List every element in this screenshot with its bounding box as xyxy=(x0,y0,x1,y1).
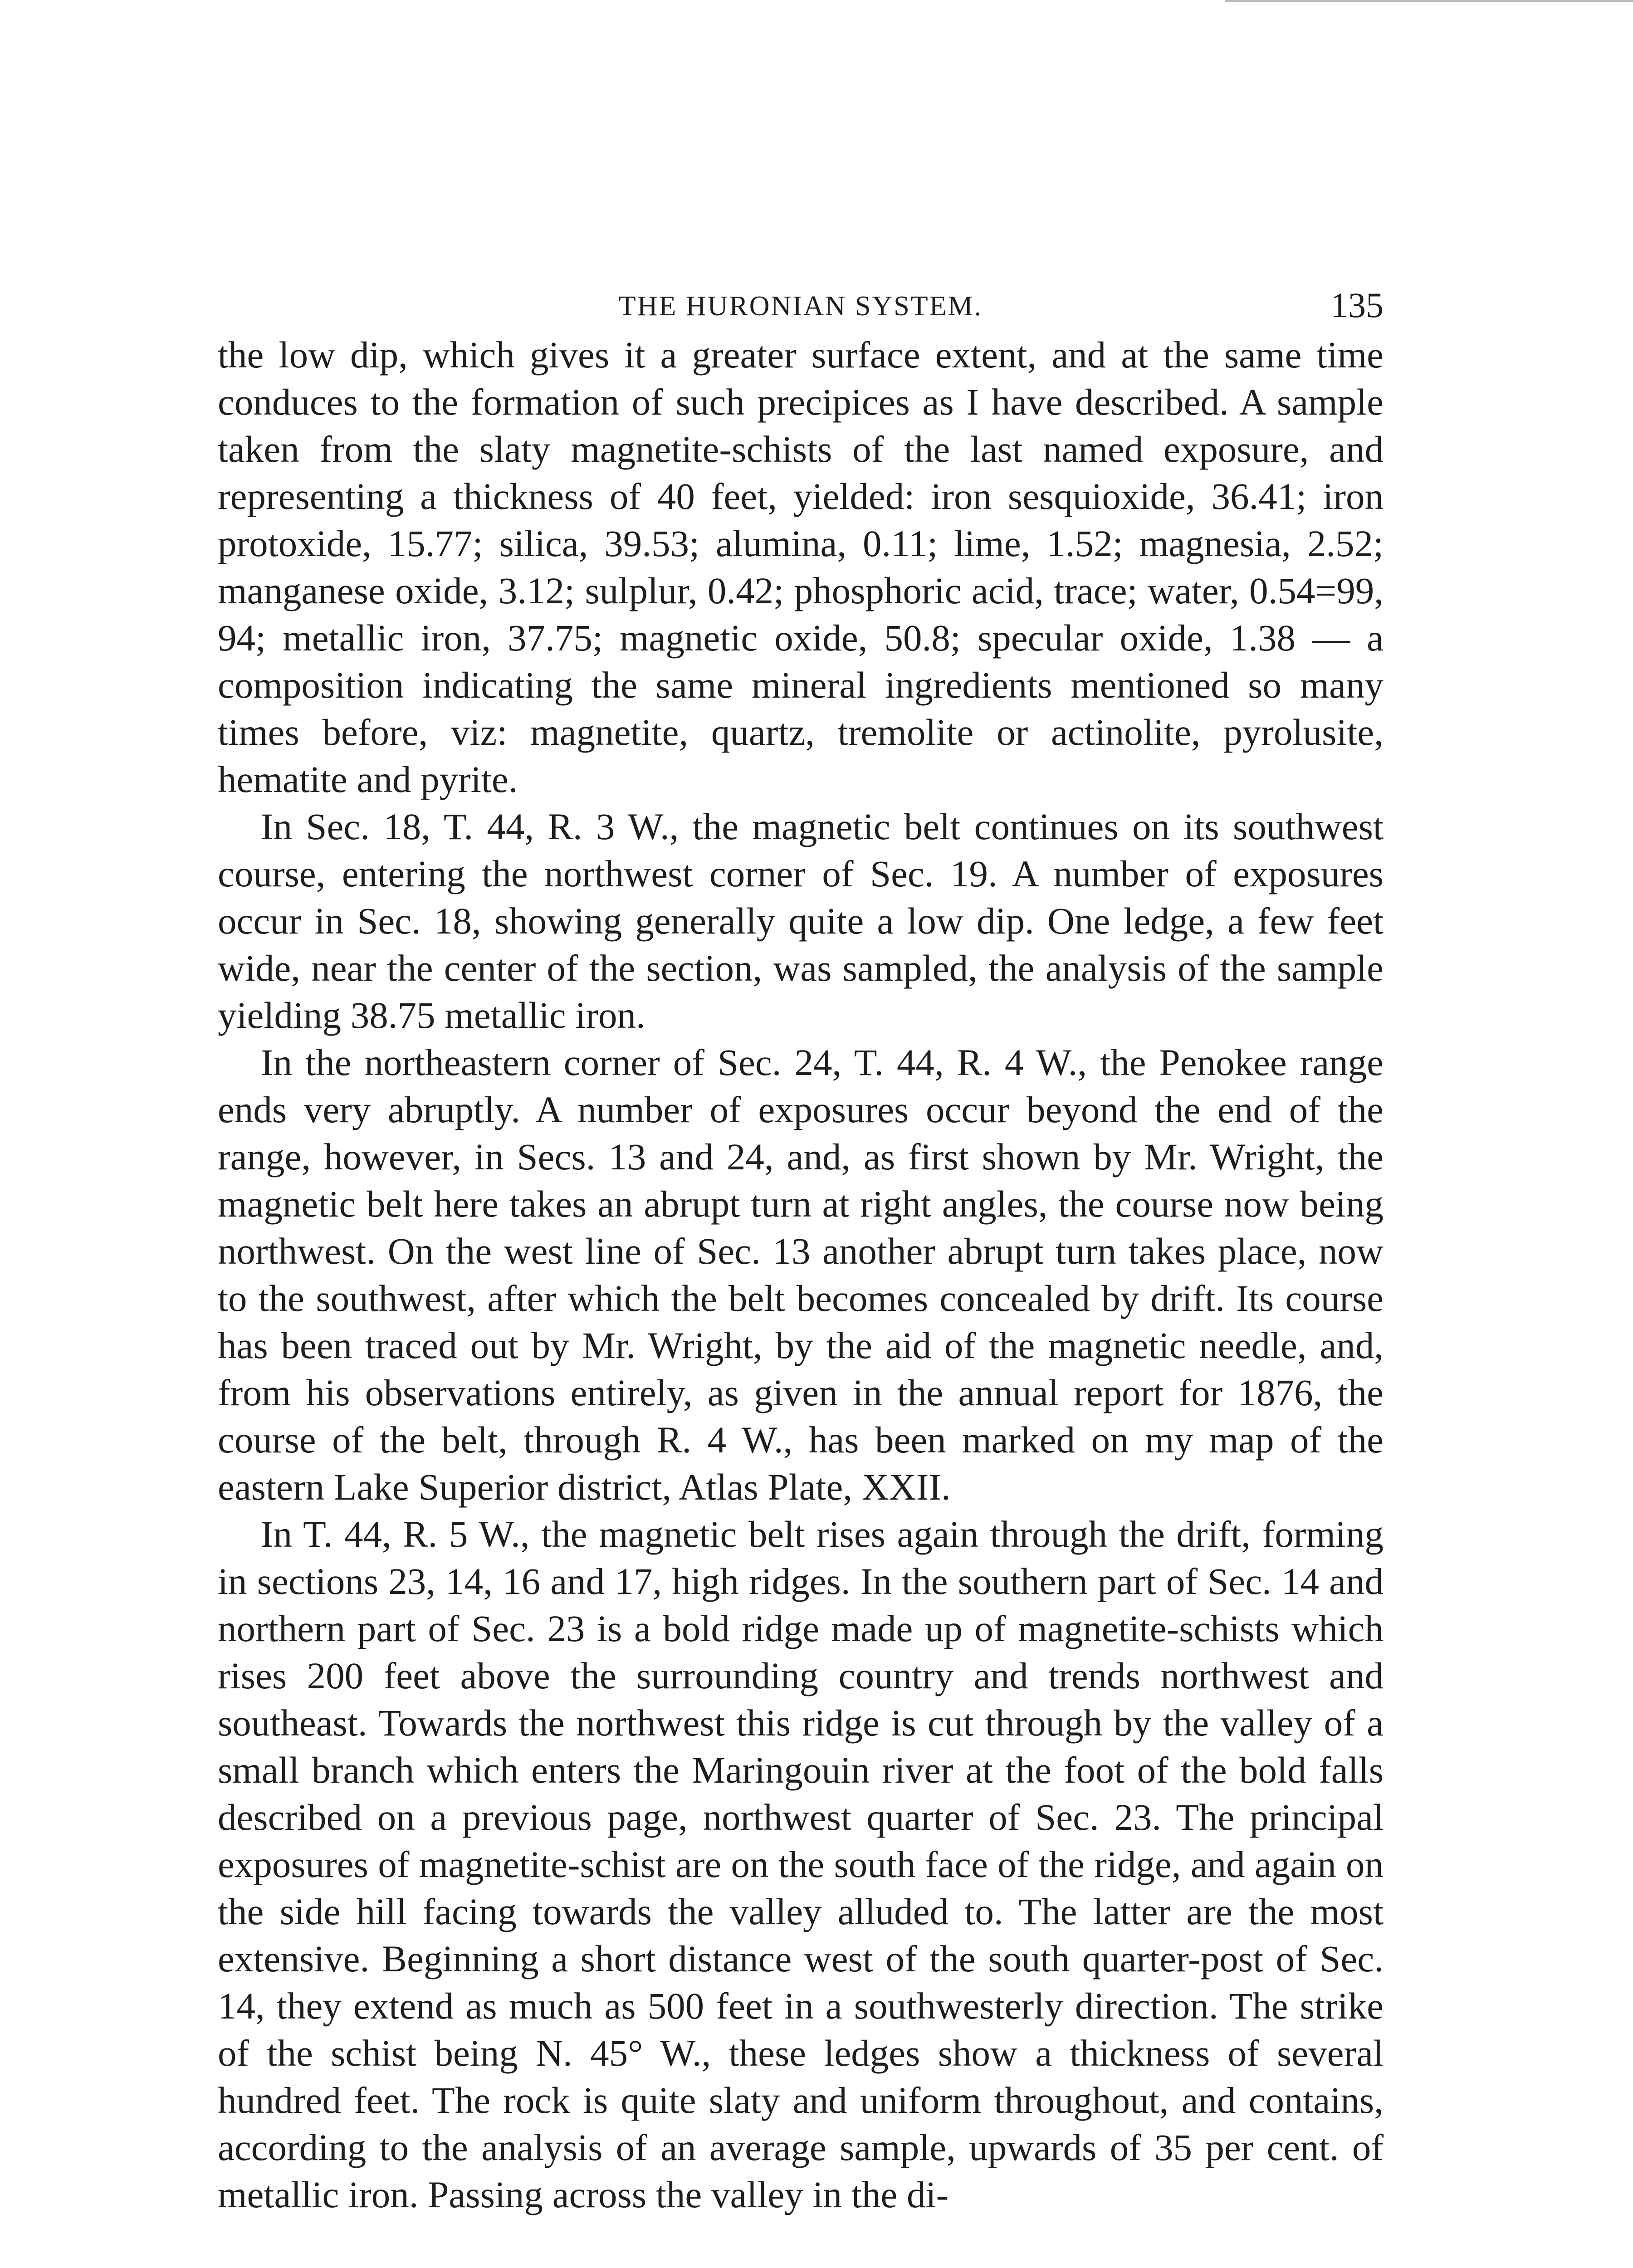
paragraph-sec-18: In Sec. 18, T. 44, R. 3 W., the magnetic belt continues on its southwest course, entering the northwest corner of Sec. 19. A number of exposures occur in Sec. 18, showing generally quite a low dip. One ledge, a few feet wide, near the center of the section, was sampled, the analysis of the sample yielding 38.75 metallic iron. xyxy=(218,806,1384,1036)
book-page xyxy=(218,281,1384,2218)
paragraph-sec-24: In the northeastern corner of Sec. 24, T. 44, R. 4 W., the Penokee range ends very abruptly. A number of exposures occur beyond the end of the range, however, in Secs. 13 and 24, and, as first shown by Mr. Wright, the magnetic belt here takes an abrupt turn at right angles, the course now being northwest. On the west line of Sec. 13 another abrupt turn takes place, now to the southwest, after which the belt becomes concealed by drift. Its course has been traced out by Mr. Wright, by the aid of the magnetic needle, and, from his observations entirely, as given in the annual report for 1876, the course of the belt, through R. 4 W., has been marked on my map of the eastern Lake Superior district, Atlas Plate, XXII. xyxy=(218,1041,1384,1508)
paragraph-t44-r5w: In T. 44, R. 5 W., the magnetic belt rises again through the drift, forming in sections 23, 14, 16 and 17, high ridges. In the southern part of Sec. 14 and northern part of Sec. 23 is a bold ridge made up of magnetite-schists which rises 200 feet above the surrounding country and trends northwest and southeast. Towards the northwest this ridge is cut through by the valley of a small branch which enters the Maringouin river at the foot of the bold falls described on a previous page, northwest quarter of Sec. 23. The principal exposures of magnetite-schist are on the south face of the ridge, and again on the side hill facing towards the valley alluded to. The latter are the most extensive. Beginning a short distance west of the south quarter-post of Sec. 14, they extend as much as 500 feet in a southwesterly direction. The strike of the schist being N. 45° W., these ledges show a thickness of several hundred feet. The rock is quite slaty and uniform throughout, and contains, according to the analysis of an average sample, upwards of 35 per cent. of metallic iron. Passing across the valley in the di- xyxy=(218,1513,1384,2215)
top-edge-rule xyxy=(1225,0,1633,2)
running-title: THE HURONIAN SYSTEM. xyxy=(618,291,983,322)
paragraph-continuation: the low dip, which gives it a greater surface extent, and at the same time conduces to the formation of such precipices as I have described. A sample taken from the slaty magnetite-schists of the last named exposure, and representing a thickness of 40 feet, yielded: iron sesquioxide, 36.41; iron protoxide, 15.77; silica, 39.53; alumina, 0.11; lime, 1.52; magnesia, 2.52; manganese oxide, 3.12; sulplur, 0.42; phosphoric acid, trace; water, 0.54=99, 94; metallic iron, 37.75; magnetic oxide, 50.8; specular oxide, 1.38 — a composition indicating the same mineral ingredients mentioned so many times before, viz: magnetite, quartz, tremolite or actinolite, pyrolusite, hematite and pyrite. xyxy=(218,334,1384,800)
running-head xyxy=(218,281,1384,331)
body-text xyxy=(218,331,1384,2218)
page-number: 135 xyxy=(1330,285,1384,325)
